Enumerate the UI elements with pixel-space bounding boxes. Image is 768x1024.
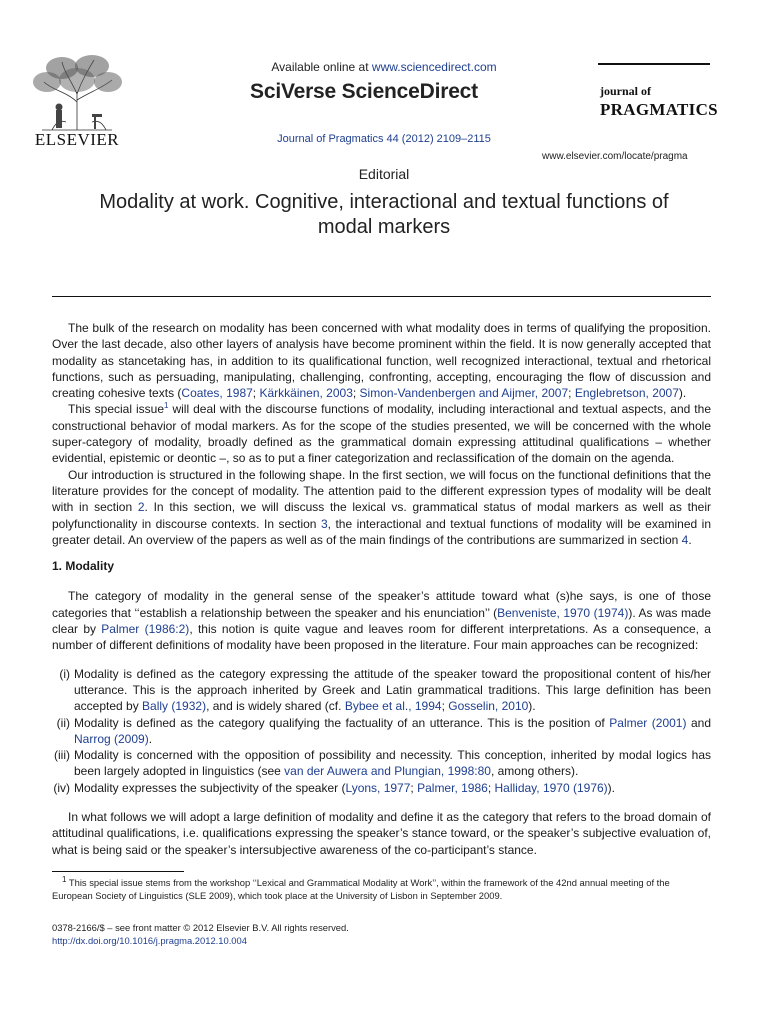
paragraph-2 xyxy=(52,401,711,466)
paragraph-3: Our introduction is structured in the following shape. In the first section, we will focus on the functional definitions that the literature provides for the concept of modality. The attention paid to the different expression types of modality will be dealt with in section 2. In this section, we will discuss the lexical vs. grammatical status of modal markers as well as their polyfunctionality in discourse contexts. In section 3, the interactional and textual functions of modality will be examined in greater detail. An overview of the papers as well as of the main findings of the contributions are summarized in section 4. xyxy=(52,467,712,547)
list-item xyxy=(52,780,711,796)
list-item xyxy=(52,747,711,780)
journal-homepage-url[interactable]: www.elsevier.com/locate/pragma xyxy=(542,151,688,162)
ref-bybee-1994[interactable]: Bybee et al., 1994 xyxy=(344,699,442,714)
list-item-number: (i) xyxy=(59,666,70,681)
footnote-marker-link[interactable]: 1 xyxy=(164,401,169,411)
elsevier-wordmark: ELSEVIER xyxy=(34,130,120,149)
paragraph-5: In what follows we will adopt a large definition of modality and define it as the category that refers to the broad domain of attitudinal qualifications, i.e. qualifications expressing the speaker’s stance toward, or the speaker’s subjective evaluation of, what is being said or the speaker’s intersubjective awareness of the co-participant’s stance. xyxy=(52,810,711,857)
section-3-link[interactable]: 3 xyxy=(320,516,328,531)
paragraph-4-text-c: , this notion is quite vague and leaves room for different interpretations. As a consequence, a number of different definitions of modality have been proposed in the literature. Four main approaches can be recognized: xyxy=(52,622,711,653)
paragraph-3-text-b: . In this section, we will discuss the lexical vs. grammatical status of modal markers as well as their polyfunctionality in discourse contexts. In section xyxy=(52,500,711,531)
journal-logo-rule xyxy=(598,63,710,65)
ref-benveniste-1970[interactable]: Benveniste, 1970 (1974) xyxy=(497,605,629,620)
list-item-number: (iv) xyxy=(53,780,70,795)
title-divider xyxy=(52,296,711,297)
ref-coates-1987[interactable]: Coates, 1987 xyxy=(181,386,253,401)
journal-logo-name: PRAGMATICS xyxy=(600,100,718,119)
paragraph-3-text-c: , the interactional and textual functions of modality will be examined in greater detail. An overview of the papers as well as of the main findings of the contributions are summarized in section xyxy=(52,516,712,547)
list-item xyxy=(52,666,711,715)
journal-citation-link[interactable]: Journal of Pragmatics 44 (2012) 2109–2115 xyxy=(277,133,491,145)
platform-wordmark: SciVerse ScienceDirect xyxy=(250,80,478,103)
sciencedirect-link[interactable]: www.sciencedirect.com xyxy=(371,60,497,74)
list-item-text-c: . xyxy=(148,731,153,746)
list-item-text xyxy=(74,715,711,748)
paragraph-2-text: will deal with the discourse functions of modality, including interactional and textual aspects, and the constructional behavior of modal markers. As for the scope of the studies presented, we will be concerned with the whole super-category of modality, broadly defined as the grammatical domain expressing attitudinal qualifications – whether evidential, epistemic or deontic –, so as to put a finer categorization and reclassification of the domain on the agenda. xyxy=(52,402,711,466)
list-item-text-b: and xyxy=(686,715,711,730)
list-item-text-b: ). xyxy=(607,780,616,795)
footnote-number: 1 xyxy=(62,874,67,884)
ref-halliday-1970[interactable]: Halliday, 1970 (1976) xyxy=(494,780,608,795)
list-item-text-a: Modality expresses the subjectivity of the speaker ( xyxy=(74,780,346,795)
list-item-separator: ; xyxy=(410,780,418,795)
paragraph-4-text-b: ). As was made clear by xyxy=(52,605,712,637)
ref-bally-1932[interactable]: Bally (1932) xyxy=(142,699,207,714)
list-item-text xyxy=(74,747,711,780)
list-item xyxy=(52,715,711,748)
list-item-text-b: , and is widely shared (cf. xyxy=(206,699,345,714)
article-title: Modality at work. Cognitive, interactional and textual functions of modal markers xyxy=(99,191,669,238)
list-item-text-c: ). xyxy=(528,699,536,714)
section-1-heading: 1. Modality xyxy=(52,559,115,574)
list-item-text-a: Modality is defined as the category qualifying the factuality of an utterance. This is the position of xyxy=(74,715,610,730)
article-type: Editorial xyxy=(358,166,410,182)
journal-logo-of: journal of xyxy=(600,84,651,98)
list-item-text xyxy=(74,780,711,796)
list-item-text-a: Modality is defined as the category expressing the attitude of the speaker toward the propositional content of his/her utterance. This is the approach inherited by Greek and Latin grammatical traditions. This large definition has been accepted by xyxy=(74,666,711,714)
list-item-text xyxy=(74,666,711,715)
list-item-number: (iii) xyxy=(54,748,70,763)
paragraph-3-text-a: Our introduction is structured in the following shape. In the first section, we will focus on the functional definitions that the literature provides for the concept of modality. The attention paid to the different expression types of modality will be dealt with in section xyxy=(52,467,711,515)
ref-palmer-1986-2[interactable]: Palmer (1986:2) xyxy=(101,622,190,637)
ref-palmer-2001[interactable]: Palmer (2001) xyxy=(609,715,687,730)
list-item-separator: ; xyxy=(441,699,449,714)
ref-karkkainen-2003[interactable]: Kärkkäinen, 2003 xyxy=(259,386,353,401)
ref-narrog-2009[interactable]: Narrog (2009) xyxy=(74,731,149,746)
ref-englebretson-2007[interactable]: Englebretson, 2007 xyxy=(574,386,679,401)
paragraph-4 xyxy=(52,588,711,653)
paragraph-1-text: The bulk of the research on modality has been concerned with what modality does in terms of qualifying the proposition. Over the last decade, also other layers of analysis have become prominent within the field. It is now generally accepted that modality as stancetaking has, in addition to its qualificational function, well recognized interactional, textual and rhetorical functions, such as persuading, manipulating, challenging, confronting, accepting, encouraging the flow of discussion and creating cohesive texts ( xyxy=(52,321,711,401)
list-item-text-a: Modality is concerned with the opposition of possibility and necessity. This conception, inherited by modal logics has been largely adopted in linguistics (see xyxy=(74,748,711,779)
section-4-link[interactable]: 4 xyxy=(681,532,689,547)
paragraph-1: The bulk of the research on modality has been concerned with what modality does in terms of qualifying the proposition. Over the last decade, also other layers of analysis have become prominent within the field. It is now generally accepted that modality as stancetaking has, in addition to its qualificational function, well recognized interactional, textual and rhetorical functions, such as persuading, manipulating, challenging, confronting, accepting, encouraging the flow of discussion and creating cohesive texts (Coates, 1987; Kärkkäinen, 2003; Simon-Vandenbergen and Aijmer, 2007; Englebretson, 2007). xyxy=(52,321,711,401)
list-item-text-b: , among others). xyxy=(490,764,579,779)
issn-copyright: 0378-2166/$ – see front matter © 2012 Elsevier B.V. All rights reserved. xyxy=(52,922,349,933)
available-prefix: Available online at xyxy=(271,60,372,74)
paragraph-4-text-a: The category of modality in the general sense of the speaker’s attitude toward what (s)he says, is one of those categories that ‘‘establish a relationship between the speaker and his enunciation’’ ( xyxy=(52,589,711,620)
ref-palmer-1986[interactable]: Palmer, 1986 xyxy=(417,780,488,795)
ref-simon-vandenbergen-2007[interactable]: Simon-Vandenbergen and Aijmer, 2007 xyxy=(359,386,569,401)
list-item-number: (ii) xyxy=(56,715,70,730)
list-item-separator: ; xyxy=(487,780,495,795)
doi-link[interactable]: http://dx.doi.org/10.1016/j.pragma.2012.10.004 xyxy=(52,935,247,946)
ref-gosselin-2010[interactable]: Gosselin, 2010 xyxy=(448,699,529,714)
ref-lyons-1977[interactable]: Lyons, 1977 xyxy=(345,780,411,795)
paragraph-2-lead: This special issue xyxy=(68,402,165,417)
article-header xyxy=(0,0,768,165)
footnote-divider xyxy=(52,871,184,872)
footnote-1 xyxy=(52,876,711,902)
article-body xyxy=(52,320,711,858)
footnote-text: This special issue stems from the workshop ‘‘Lexical and Grammatical Modality at Work’’, within the framework of the 42nd annual meeting of the European Society of Linguistics (SLE 2009), which took place at the University of Lisbon in September 2009. xyxy=(52,877,670,901)
approaches-list xyxy=(52,666,711,796)
section-2-link[interactable]: 2 xyxy=(137,500,145,515)
ref-van-der-auwera-1998[interactable]: van der Auwera and Plungian, 1998:80 xyxy=(284,764,491,779)
